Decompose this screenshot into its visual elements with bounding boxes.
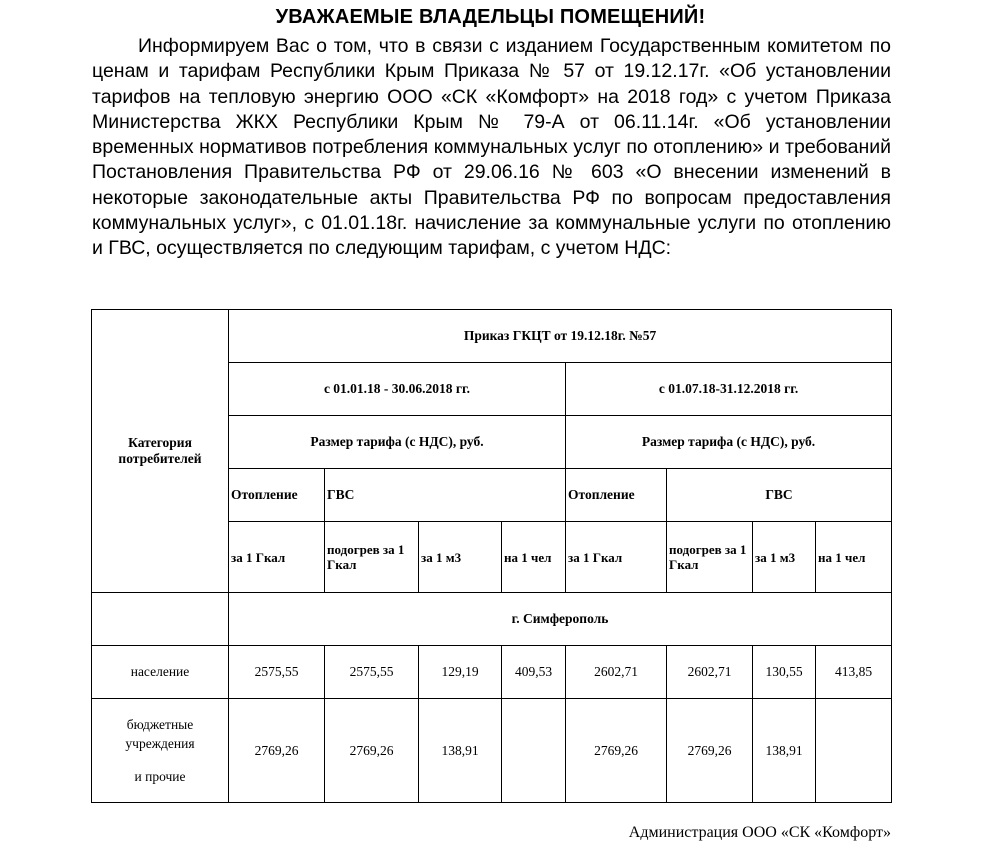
table-row bbox=[92, 593, 892, 646]
unit-cell: на 1 чел bbox=[502, 522, 566, 593]
unit-cell: за 1 Гкал bbox=[566, 522, 667, 593]
category-line: и прочие bbox=[134, 769, 186, 784]
value-cell: 129,19 bbox=[419, 646, 502, 699]
unit-cell: за 1 м3 bbox=[753, 522, 816, 593]
unit-cell: на 1 чел bbox=[816, 522, 892, 593]
gvs-header-2: ГВС bbox=[667, 469, 892, 522]
unit-cell: подогрев за 1 Гкал bbox=[325, 522, 419, 593]
value-cell: 413,85 bbox=[816, 646, 892, 699]
value-cell: 130,55 bbox=[753, 646, 816, 699]
city-label: г. Симферополь bbox=[229, 593, 892, 646]
value-cell: 2575,55 bbox=[229, 646, 325, 699]
value-cell: 138,91 bbox=[419, 699, 502, 803]
value-cell bbox=[502, 699, 566, 803]
value-cell: 409,53 bbox=[502, 646, 566, 699]
value-cell: 2602,71 bbox=[566, 646, 667, 699]
value-cell: 2769,26 bbox=[325, 699, 419, 803]
table-row bbox=[92, 699, 892, 803]
category-cell: население bbox=[92, 646, 229, 699]
category-line: бюджетные учреждения bbox=[125, 717, 195, 751]
heating-header-1: Отопление bbox=[229, 469, 325, 522]
unit-cell: за 1 Гкал bbox=[229, 522, 325, 593]
value-cell: 2769,26 bbox=[229, 699, 325, 803]
value-cell: 2602,71 bbox=[667, 646, 753, 699]
table-row bbox=[92, 310, 892, 363]
empty-cell bbox=[92, 593, 229, 646]
value-cell: 2575,55 bbox=[325, 646, 419, 699]
signature-footer: Администрация ООО «СК «Комфорт» bbox=[628, 824, 891, 841]
notice-body: Информируем Вас о том, что в связи с изданием Государственным комитетом по ценам и тарифам Республики Крым Приказа № 57 от 19.12.17г. «Об установлении тарифов на тепловую энергию ООО «СК «Комфорт» на 2018 год» с учетом Приказа Министерства ЖКХ Республики Крым № 79-А от 06.11.14г. «Об установлении временных нормативов потребления коммунальных услуг по отоплению» и требований Постановления Правительства РФ от 29.06.16 № 603 «О внесении изменений в некоторые законодательные акты Правительства РФ по вопросам предоставления коммунальных услуг», с 01.01.18г. начисление за коммунальные услуги по отоплению и ГВС, осуществляется по следующим тарифам, с учетом НДС: bbox=[92, 35, 891, 260]
period-2-header: с 01.07.18-31.12.2018 гг. bbox=[566, 363, 892, 416]
gvs-header-1: ГВС bbox=[325, 469, 566, 522]
unit-cell: за 1 м3 bbox=[419, 522, 502, 593]
tariff-size-2: Размер тарифа (с НДС), руб. bbox=[566, 416, 892, 469]
value-cell bbox=[816, 699, 892, 803]
tariff-size-1: Размер тарифа (с НДС), руб. bbox=[229, 416, 566, 469]
value-cell: 2769,26 bbox=[566, 699, 667, 803]
category-header: Категория потребителей bbox=[92, 310, 229, 593]
order-header: Приказ ГКЦТ от 19.12.18г. №57 bbox=[229, 310, 892, 363]
unit-cell: подогрев за 1 Гкал bbox=[667, 522, 753, 593]
notice-title: УВАЖАЕМЫЕ ВЛАДЕЛЬЦЫ ПОМЕЩЕНИЙ! bbox=[275, 6, 706, 28]
value-cell: 2769,26 bbox=[667, 699, 753, 803]
tariff-table bbox=[91, 309, 892, 803]
table-row bbox=[92, 646, 892, 699]
value-cell: 138,91 bbox=[753, 699, 816, 803]
heating-header-2: Отопление bbox=[566, 469, 667, 522]
period-1-header: с 01.01.18 - 30.06.2018 гг. bbox=[229, 363, 566, 416]
category-cell bbox=[92, 699, 229, 803]
